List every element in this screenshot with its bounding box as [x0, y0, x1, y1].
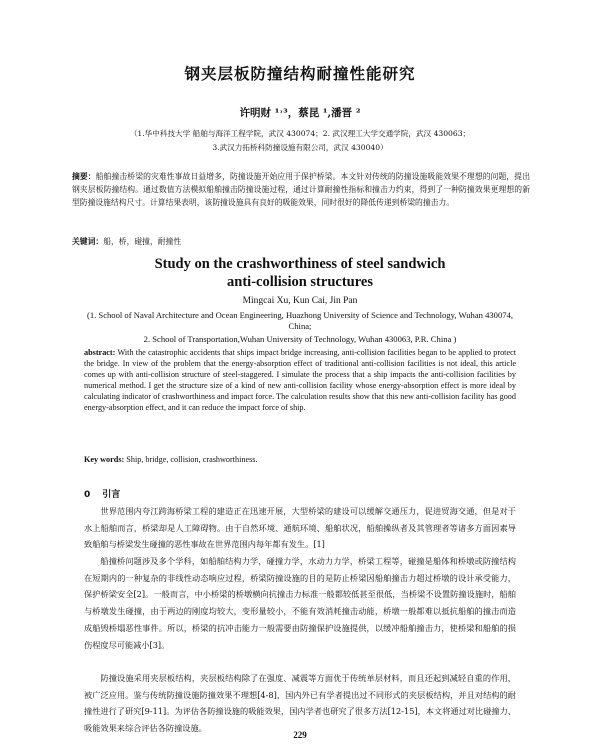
english-authors: Mingcai Xu, Kun Cai, Jin Pan: [242, 296, 358, 306]
section-heading: [84, 487, 132, 500]
english-abstract-text: With the catastrophic accidents that ships impact bridge increasing, anti-collision facilities began to be applied to protect the bridge. In view of the problem that the energy-absorption effect of traditional anti-collision facilities is not ideal, this article comes up with anti-collision structure of steel-staggered. I simulate the process that a ship impacts the anti-collision facilities by numerical method. I get the structure size of a kind of new anti-collision facility whose energy-absorption effect is more ideal by calculating indicator of crashworthiness and impact force. The calculation results show that this new anti-collision facility has good energy-absorption effect, and it can reduce the impact force of ship.: [84, 348, 517, 412]
english-title-line-2: anti-collision structures: [227, 274, 373, 290]
chinese-authors: 许明财 ¹˒³，蔡昆 ¹,潘晋 ²: [239, 107, 361, 119]
body-paragraph-3: 防撞设施采用夹层板结构，夹层板结构除了在强度、减震等方面优于传统单层材料，而且还起到减轻自重的作用，被广泛应用。鉴与传统防撞设施防撞效果不理想[4-8]，国内外已有学者提出过不同形式的夹层板结构，并且对结构的耐撞性进行了研究[9-11]。为评估各防撞设施的吸能效果，国内学者也研究了很多方法[12-15]，本文将通过对比碰撞力、吸能效果来综合评估各防撞设施。: [84, 673, 516, 734]
english-affiliation-line-1: (1. School of Naval Architecture and Ocean Engineering, Huazhong University of Science and Technology, Wuhan 430074, China;: [86, 310, 514, 331]
chinese-abstract-label: 摘要：: [72, 172, 96, 181]
english-affiliation-line-2: 2. School of Transportation,Wuhan University of Technology, Wuhan 430063, P.R. China ): [143, 334, 457, 344]
body-paragraph-2: 船撞桥问题涉及多个学科，如船舶结构力学，碰撞力学，水动力力学，桥梁工程等，碰撞是船体和桥墩或防撞结构在短期内的一种复杂的非线性动态响应过程，桥梁防撞设施的目的是防止桥梁因船舶撞击力超过桥墩的设计承受能力，保护桥梁安全[2]。一般而言，中小桥梁的桥墩横向抗撞击力标准一般都较低甚至很低，当桥梁不设置防撞设施时，船舶与桥墩发生碰撞，由于两边的刚度均较大，变形量较小，不能有效消耗撞击动能，桥墩一般都难以抵抗船舶的撞击而造成船毁桥塌恶性事件。所以，桥梁的抗冲击能力一般需要由防撞保护设施提供，以缓冲船舶撞击力，使桥梁和船舶的损伤程度尽可能减小[3]。: [84, 556, 516, 650]
english-keywords: [84, 455, 516, 464]
english-keywords-text: Ship, bridge, collision, crashworthiness.: [126, 455, 258, 464]
english-title-line-1: Study on the crashworthiness of steel sandwich: [154, 256, 446, 272]
section-number: 0: [84, 490, 91, 500]
body-paragraph-1: 世界范围内夸江跨海桥梁工程的建造正在迅速开展，大型桥梁的建设可以缓解交通压力，促进贸海交通，但是对于水上船舶而言，桥梁却是人工障碍物。由于自然环境、通航环境、船舶状况，船舶操纵者及其管理者等诸多方面因素导致船舶与桥梁发生碰撞的恶性事故在世界范围内每年都有发生。[1]: [84, 506, 516, 550]
section-title: 引言: [102, 490, 121, 500]
chinese-keywords-label: 关键词：: [72, 237, 104, 246]
chinese-affiliation-line-2: 3.武汉力拓桥科防撞设施有限公司，武汉 430040）: [212, 143, 388, 152]
chinese-affiliation-line-1: （1.华中科技大学 船舶与海洋工程学院，武汉 430074；2. 武汉理工大学交通学院，武汉 430063；: [129, 129, 471, 138]
page-number: 229: [293, 730, 307, 740]
chinese-abstract-text: 船舶撞击桥梁的灾难性事故日益增多，防撞设施开始应用于保护桥梁。本文针对传统的防撞设施吸能效果不理想的问题，提出钢夹层板防撞结构。通过数值方法模拟船舶撞击防撞设施过程，通过计算耐撞性指标和撞击力约束，得到了一种防撞效果更理想的新型防撞设施结构尺寸。计算结果表明，该防撞设施具有良好的吸能效果，同时很好的降低传递到桥梁的撞击力。: [72, 172, 531, 207]
english-abstract-label: abstract:: [84, 348, 116, 357]
chinese-abstract: [72, 170, 530, 209]
chinese-keywords: [72, 236, 530, 247]
english-keywords-label: Key words:: [84, 455, 125, 464]
english-abstract: [84, 347, 516, 413]
chinese-keywords-text: 船，桥，碰撞，耐撞性: [103, 237, 182, 246]
english-title: [0, 255, 600, 291]
chinese-title: 钢夹层板防撞结构耐撞性能研究: [184, 65, 416, 83]
